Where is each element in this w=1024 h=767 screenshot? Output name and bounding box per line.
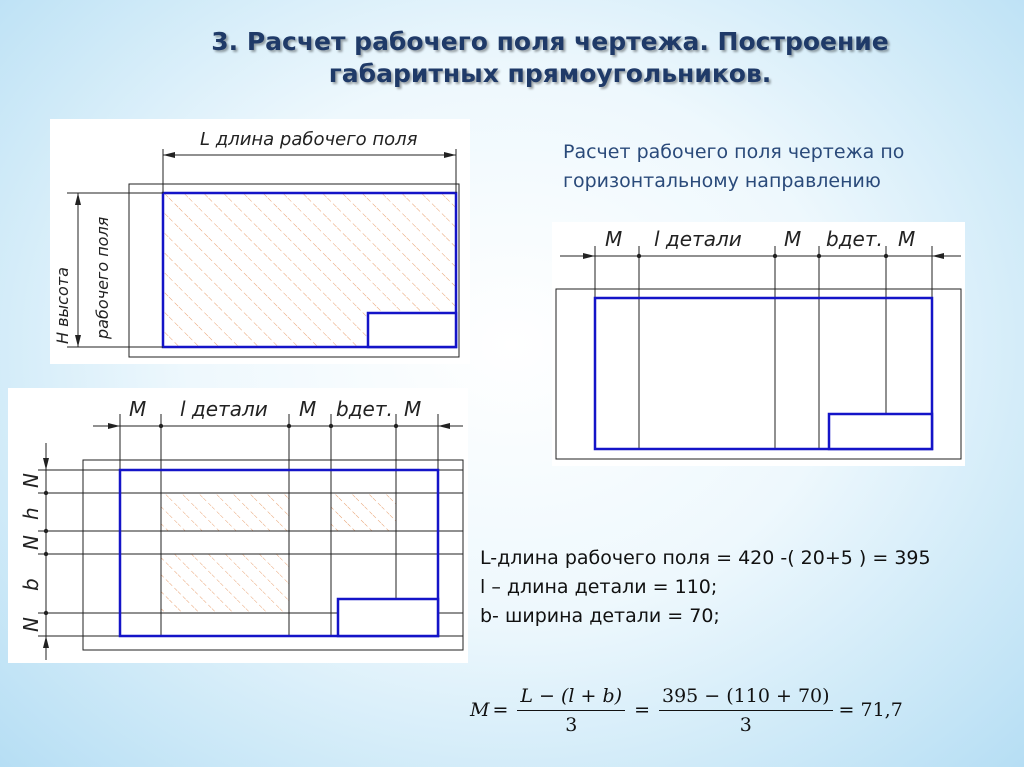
formula-detail-width: b- ширина детали = 70; — [480, 605, 720, 627]
margin-n-label-3: N — [19, 617, 43, 632]
title-block — [829, 414, 932, 449]
margin-m-label-3: M — [898, 227, 916, 251]
margin-m-label-2: M — [299, 397, 317, 421]
margin-n-label-1: N — [19, 473, 43, 488]
fraction-numeric-numerator: 395 − (110 + 70) — [659, 685, 833, 711]
working-field-diagram — [50, 119, 470, 364]
height-dimension-label-2: рабочего поля — [93, 216, 112, 339]
slide-title-line-1: 3. Расчет рабочего поля чертежа. Построение — [211, 27, 889, 56]
detail-side-view — [331, 493, 396, 531]
formula-list — [480, 544, 1020, 631]
fraction-symbolic — [517, 685, 625, 736]
equals-sign: = — [492, 699, 509, 721]
margin-m-label-1: M — [129, 397, 147, 421]
detail-front-view — [161, 493, 289, 531]
title-block — [338, 599, 438, 636]
detail-top-view — [161, 554, 289, 613]
detail-width-label: bдет. — [826, 227, 883, 251]
formula-working-length: L-длина рабочего поля = 420 -( 20+5 ) = 395 — [480, 547, 931, 569]
slide-title — [180, 26, 920, 90]
subtitle-line-2: горизонтальному направлению — [563, 170, 881, 192]
fraction-numeric — [659, 685, 833, 736]
detail-width-label: bдет. — [336, 397, 393, 421]
detail-length-label: l детали — [180, 397, 268, 421]
slide-title-line-2: габаритных прямоугольников. — [328, 59, 772, 88]
equation-result: = 71,7 — [838, 699, 903, 721]
title-block — [368, 313, 456, 347]
margin-equation — [470, 680, 903, 740]
detail-height-label: h — [19, 507, 43, 520]
margin-m-label-2: M — [784, 227, 802, 251]
detail-length-label: l детали — [654, 227, 742, 251]
fraction-symbolic-denominator: 3 — [565, 713, 578, 736]
equals-sign: = — [634, 699, 650, 721]
equation-lhs: M — [470, 699, 490, 721]
margin-m-label-1: M — [605, 227, 623, 251]
fraction-numeric-denominator: 3 — [739, 713, 752, 736]
formula-detail-length: l – длина детали = 110; — [480, 576, 718, 598]
detail-b-label: b — [19, 578, 43, 591]
section-subtitle — [563, 138, 983, 196]
fraction-symbolic-numerator: L − (l + b) — [517, 685, 625, 711]
subtitle-line-1: Расчет рабочего поля чертежа по — [563, 141, 905, 163]
margin-n-label-2: N — [19, 535, 43, 550]
margin-m-label-3: M — [404, 397, 422, 421]
length-dimension-label: L длина рабочего поля — [200, 129, 418, 150]
height-dimension-label-1: H высота — [53, 267, 72, 344]
horizontal-direction-diagram — [552, 222, 965, 466]
layout-diagram — [8, 388, 468, 663]
